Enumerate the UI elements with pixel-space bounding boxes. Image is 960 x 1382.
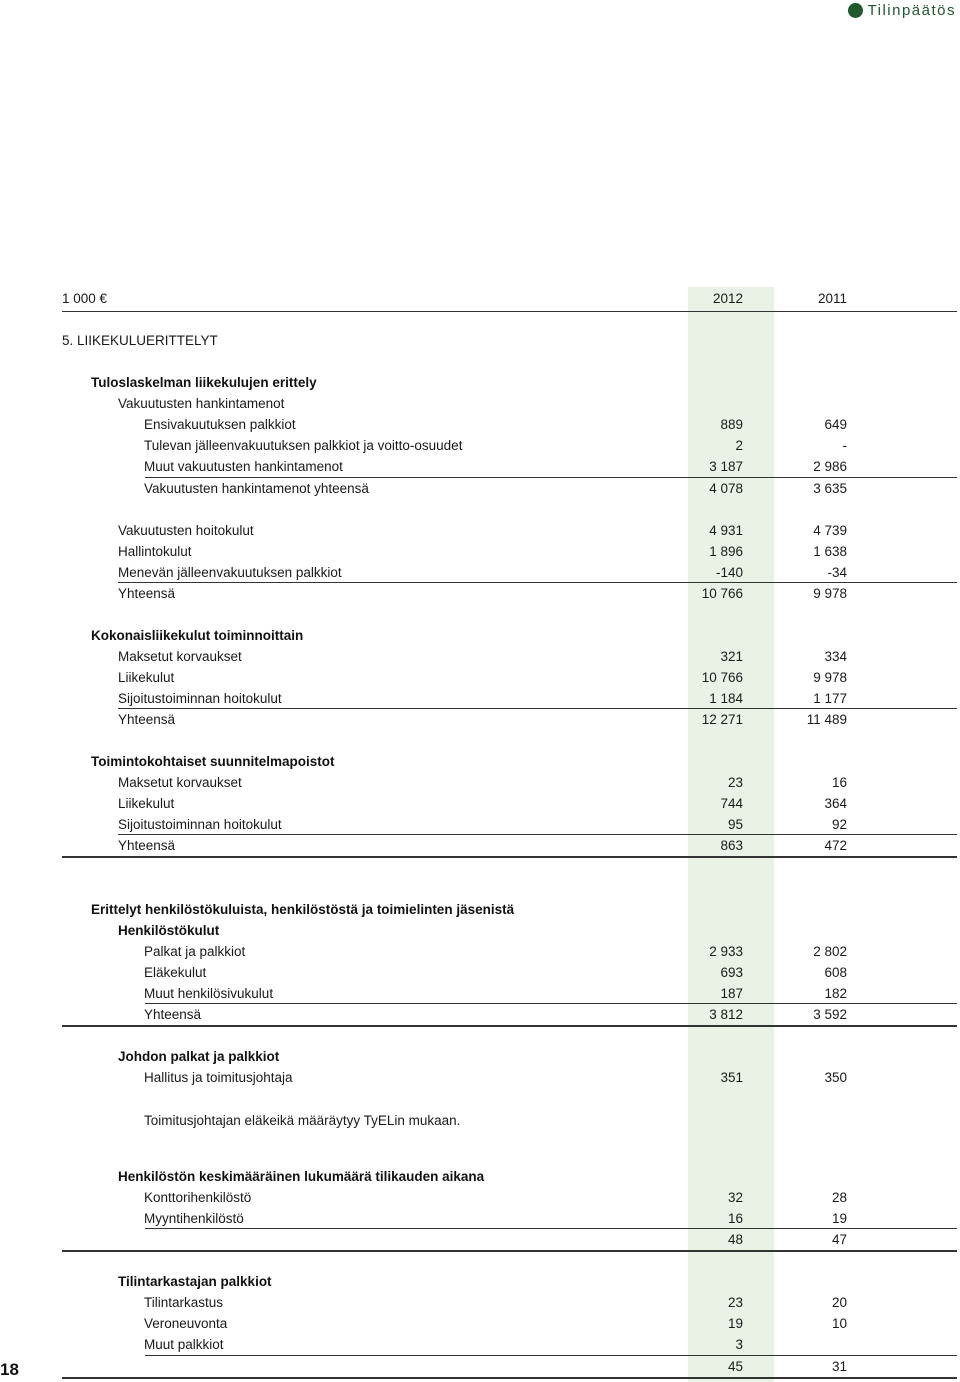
table-row (62, 478, 957, 499)
table-row (62, 1313, 957, 1334)
row-label: Liikekulut (118, 796, 175, 811)
section-title: 5. LIIKEKULUERITTELYT (62, 333, 218, 348)
value-2011: 10 (831, 1316, 847, 1331)
row-label: Menevän jälleenvakuutuksen palkkiot (118, 565, 342, 580)
row-divider (145, 1228, 957, 1229)
row-divider (62, 856, 957, 858)
value-2011: 47 (831, 1232, 847, 1247)
row-divider (145, 1003, 957, 1004)
table-row (62, 814, 957, 835)
row-divider (145, 1355, 957, 1356)
value-2012: 4 931 (709, 523, 743, 538)
row-label: Tulevan jälleenvakuutuksen palkkiot ja voitto-osuudet (144, 438, 463, 453)
table-row (62, 1166, 957, 1187)
table-row (62, 941, 957, 962)
value-2012: 3 812 (709, 1007, 743, 1022)
table-row (62, 520, 957, 541)
value-2011: -34 (827, 565, 847, 580)
value-2012: 351 (720, 1070, 743, 1085)
bullet-dot-icon (848, 3, 863, 18)
value-2012: 23 (727, 775, 743, 790)
row-label: Maksetut korvaukset (118, 775, 242, 790)
value-2012: 693 (720, 965, 743, 980)
value-2012: 321 (720, 649, 743, 664)
row-label: Tuloslaskelman liikekulujen erittely (91, 375, 317, 390)
value-2012: 10 766 (701, 586, 743, 601)
row-label: Yhteensä (118, 838, 176, 853)
value-2012: 863 (720, 838, 743, 853)
page-number: 18 (0, 1360, 19, 1379)
row-label: Hallintokulut (118, 544, 192, 559)
row-label: Konttorihenkilöstö (144, 1190, 252, 1205)
row-label: Toimintokohtaiset suunnitelmapoistot (91, 754, 335, 769)
table-row (62, 456, 957, 477)
row-divider (118, 834, 957, 835)
value-2011: 608 (824, 965, 847, 980)
row-label: Hallitus ja toimitusjohtaja (144, 1070, 293, 1085)
value-2011: 364 (824, 796, 847, 811)
row-label: Ensivakuutuksen palkkiot (144, 417, 296, 432)
table-row (62, 646, 957, 667)
table-row (62, 772, 957, 793)
table-row (62, 1334, 957, 1355)
value-2012: 1 896 (709, 544, 743, 559)
value-2012: 16 (727, 1211, 743, 1226)
value-2011: 9 978 (813, 586, 847, 601)
row-label: Vakuutusten hankintamenot (118, 396, 285, 411)
row-label: Vakuutusten hankintamenot yhteensä (144, 481, 369, 496)
value-2012: 187 (720, 986, 743, 1001)
row-label: Palkat ja palkkiot (144, 944, 246, 959)
value-2011: 3 592 (813, 1007, 847, 1022)
row-label: Henkilöstön keskimääräinen lukumäärä tilikauden aikana (118, 1169, 485, 1184)
value-2011: 9 978 (813, 670, 847, 685)
value-2011: 182 (824, 986, 847, 1001)
value-2012: 889 (720, 417, 743, 432)
document-header-label: Tilinpäätös (867, 2, 956, 19)
value-2011: 1 638 (813, 544, 847, 559)
column-header-2011: 2011 (817, 291, 847, 306)
value-2012: 32 (727, 1190, 743, 1205)
value-2012: 4 078 (709, 481, 743, 496)
row-divider (62, 1025, 957, 1027)
row-label: Yhteensä (144, 1007, 202, 1022)
table-row (62, 835, 957, 856)
table-row (62, 1356, 957, 1377)
row-label: Sijoitustoiminnan hoitokulut (118, 817, 282, 832)
row-label: Henkilöstökulut (118, 923, 220, 938)
table-row (62, 688, 957, 709)
row-divider (62, 1250, 957, 1252)
unit-label: 1 000 € (62, 291, 108, 306)
value-2011: 2 986 (813, 459, 847, 474)
value-2011: 11 489 (806, 712, 847, 727)
row-label: Erittelyt henkilöstökuluista, henkilöstöstä ja toimielinten jäsenistä (91, 902, 515, 917)
value-2012: 10 766 (701, 670, 743, 685)
table-row (62, 1046, 957, 1067)
row-label: Yhteensä (118, 586, 176, 601)
row-label: Myyntihenkilöstö (144, 1211, 244, 1226)
value-2011: 3 635 (813, 481, 847, 496)
row-label: Veroneuvonta (144, 1316, 228, 1331)
value-2011: 649 (824, 417, 847, 432)
table-row (62, 1208, 957, 1229)
row-divider (145, 477, 957, 478)
row-label: Muut vakuutusten hankintamenot (144, 459, 343, 474)
table-row (62, 1229, 957, 1250)
row-label: Kokonaisliikekulut toiminnoittain (91, 628, 304, 643)
column-header-2012: 2012 (712, 291, 743, 306)
value-2012: 3 187 (709, 459, 743, 474)
row-label: Sijoitustoiminnan hoitokulut (118, 691, 282, 706)
table-row (62, 1110, 957, 1131)
value-2011: 472 (824, 838, 847, 853)
value-2012: 12 271 (701, 712, 743, 727)
value-2011: 92 (831, 817, 847, 832)
value-2011: 16 (831, 775, 847, 790)
value-2011: 28 (831, 1190, 847, 1205)
row-divider (118, 708, 957, 709)
value-2012: 48 (727, 1232, 743, 1247)
row-divider (62, 1377, 957, 1379)
value-2012: 19 (727, 1316, 743, 1331)
value-2011: - (842, 438, 847, 453)
table-row (62, 435, 957, 456)
row-label: Eläkekulut (144, 965, 207, 980)
table-row (62, 372, 957, 393)
value-2011: 4 739 (813, 523, 847, 538)
row-label: Tilintarkastus (144, 1295, 224, 1310)
row-label: Yhteensä (118, 712, 176, 727)
value-2011: 31 (831, 1359, 847, 1374)
row-label: Johdon palkat ja palkkiot (118, 1049, 280, 1064)
value-2012: 45 (727, 1359, 743, 1374)
value-2011: 19 (831, 1211, 847, 1226)
value-2011: 334 (824, 649, 847, 664)
table-row (62, 709, 957, 730)
table-row (62, 393, 957, 414)
table-row (62, 541, 957, 562)
value-2012: -140 (715, 565, 743, 580)
value-2011: 2 802 (813, 944, 847, 959)
row-label: Maksetut korvaukset (118, 649, 242, 664)
table-row (62, 1067, 957, 1088)
value-2012: 2 933 (709, 944, 743, 959)
table-row (62, 962, 957, 983)
table-row (62, 414, 957, 435)
table-row (62, 751, 957, 772)
table-row (62, 562, 957, 583)
table-row (62, 667, 957, 688)
row-label: Vakuutusten hoitokulut (118, 523, 254, 538)
value-2012: 744 (720, 796, 743, 811)
row-label: Toimitusjohtajan eläkeikä määräytyy TyELin mukaan. (144, 1113, 461, 1128)
value-2012: 2 (735, 438, 743, 453)
row-label: Liikekulut (118, 670, 175, 685)
table-row (62, 1271, 957, 1292)
table-row (62, 983, 957, 1004)
table-row (62, 1187, 957, 1208)
row-label: Muut henkilösivukulut (144, 986, 274, 1001)
table-header-row (62, 288, 957, 309)
table-row (62, 1292, 957, 1313)
table-row (62, 793, 957, 814)
section-title-row (62, 330, 957, 351)
value-2012: 95 (727, 817, 743, 832)
value-2011: 20 (831, 1295, 847, 1310)
table-row (62, 583, 957, 604)
value-2011: 1 177 (813, 691, 847, 706)
table-row (62, 1004, 957, 1025)
value-2012: 1 184 (709, 691, 743, 706)
table-row (62, 625, 957, 646)
value-2011: 350 (824, 1070, 847, 1085)
header-divider (62, 311, 957, 312)
value-2012: 23 (727, 1295, 743, 1310)
row-label: Muut palkkiot (144, 1337, 224, 1352)
row-divider (118, 582, 957, 583)
table-row (62, 899, 957, 920)
row-label: Tilintarkastajan palkkiot (118, 1274, 272, 1289)
table-row (62, 920, 957, 941)
value-2012: 3 (735, 1337, 743, 1352)
document-header (848, 2, 956, 19)
